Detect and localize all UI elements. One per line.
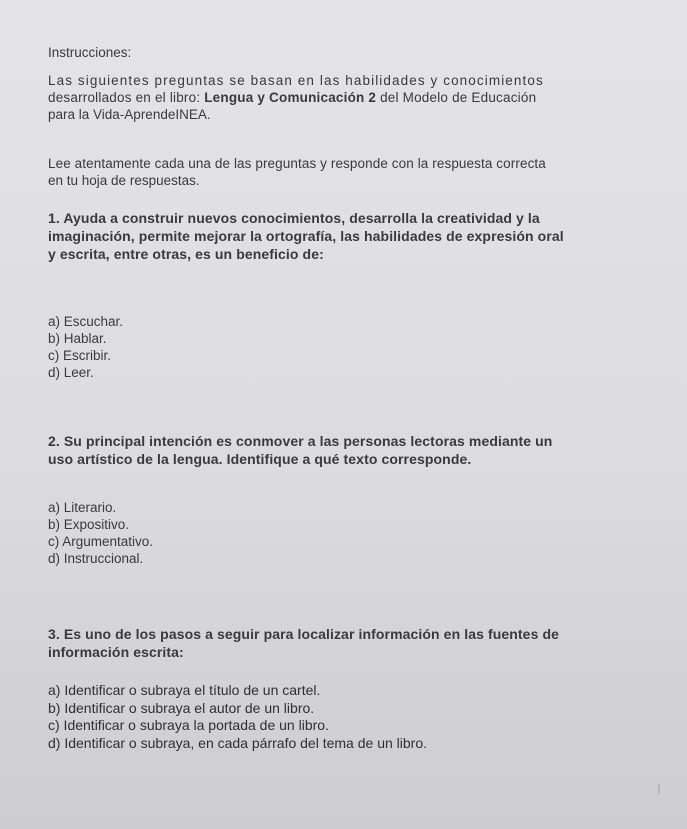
option-2a: a) Literario.: [48, 500, 117, 515]
intro-line-2-post: del Modelo de Educación: [376, 90, 537, 105]
question-3-options: [48, 682, 427, 752]
option-1c: c) Escribir.: [48, 348, 112, 363]
option-2c: c) Argumentativo.: [48, 534, 154, 549]
read-instruction: [48, 155, 546, 189]
question-2-line-1: 2. Su principal intención es conmover a las personas lectoras mediante un: [48, 433, 553, 449]
option-3d: d) Identificar o subraya, en cada párrafo del tema de un libro.: [48, 734, 427, 751]
intro-line-3: para la Vida-AprendeINEA.: [48, 107, 211, 122]
instructions-intro: [48, 72, 544, 123]
question-3-line-2: información escrita:: [48, 644, 184, 660]
option-3a: a) Identificar o subraya el título de un cartel.: [48, 682, 321, 698]
intro-line-1: Las siguientes preguntas se basan en las habilidades y conocimientos: [48, 73, 544, 88]
question-2-line-2: uso artístico de la lengua. Identifique a qué texto corresponde.: [48, 451, 472, 467]
instructions-heading: Instrucciones:: [48, 45, 132, 60]
pencil-mark: [658, 784, 660, 794]
instructions-section: [48, 44, 131, 61]
question-3: [48, 625, 559, 661]
question-1-options: [48, 313, 123, 381]
option-1b: b) Hablar.: [48, 331, 107, 346]
question-1-line-3: y escrita, entre otras, es un beneficio de:: [48, 246, 324, 262]
intro-line-2: [48, 89, 544, 106]
question-3-line-1: 3. Es uno de los pasos a seguir para localizar información en las fuentes de: [48, 626, 559, 642]
question-1-line-1: 1. Ayuda a construir nuevos conocimientos, desarrolla la creatividad y la: [48, 210, 540, 226]
read-line-1: Lee atentamente cada una de las preguntas y responde con la respuesta correcta: [48, 156, 546, 171]
option-1a: a) Escuchar.: [48, 314, 124, 329]
option-2b: b) Expositivo.: [48, 517, 130, 532]
option-1d: d) Leer.: [48, 365, 94, 380]
book-title: Lengua y Comunicación 2: [204, 90, 377, 105]
option-3c: c) Identificar o subraya la portada de un libro.: [48, 717, 329, 733]
option-2d: d) Instruccional.: [48, 551, 144, 566]
question-1-line-2: imaginación, permite mejorar la ortografía, las habilidades de expresión oral: [48, 228, 564, 244]
intro-line-2-pre: desarrollados en el libro:: [48, 90, 205, 105]
read-line-2: en tu hoja de respuestas.: [48, 173, 200, 188]
question-1: [48, 209, 564, 263]
question-2: [48, 432, 552, 468]
option-3b: b) Identificar o subraya el autor de un libro.: [48, 699, 315, 716]
question-2-options: [48, 499, 153, 567]
